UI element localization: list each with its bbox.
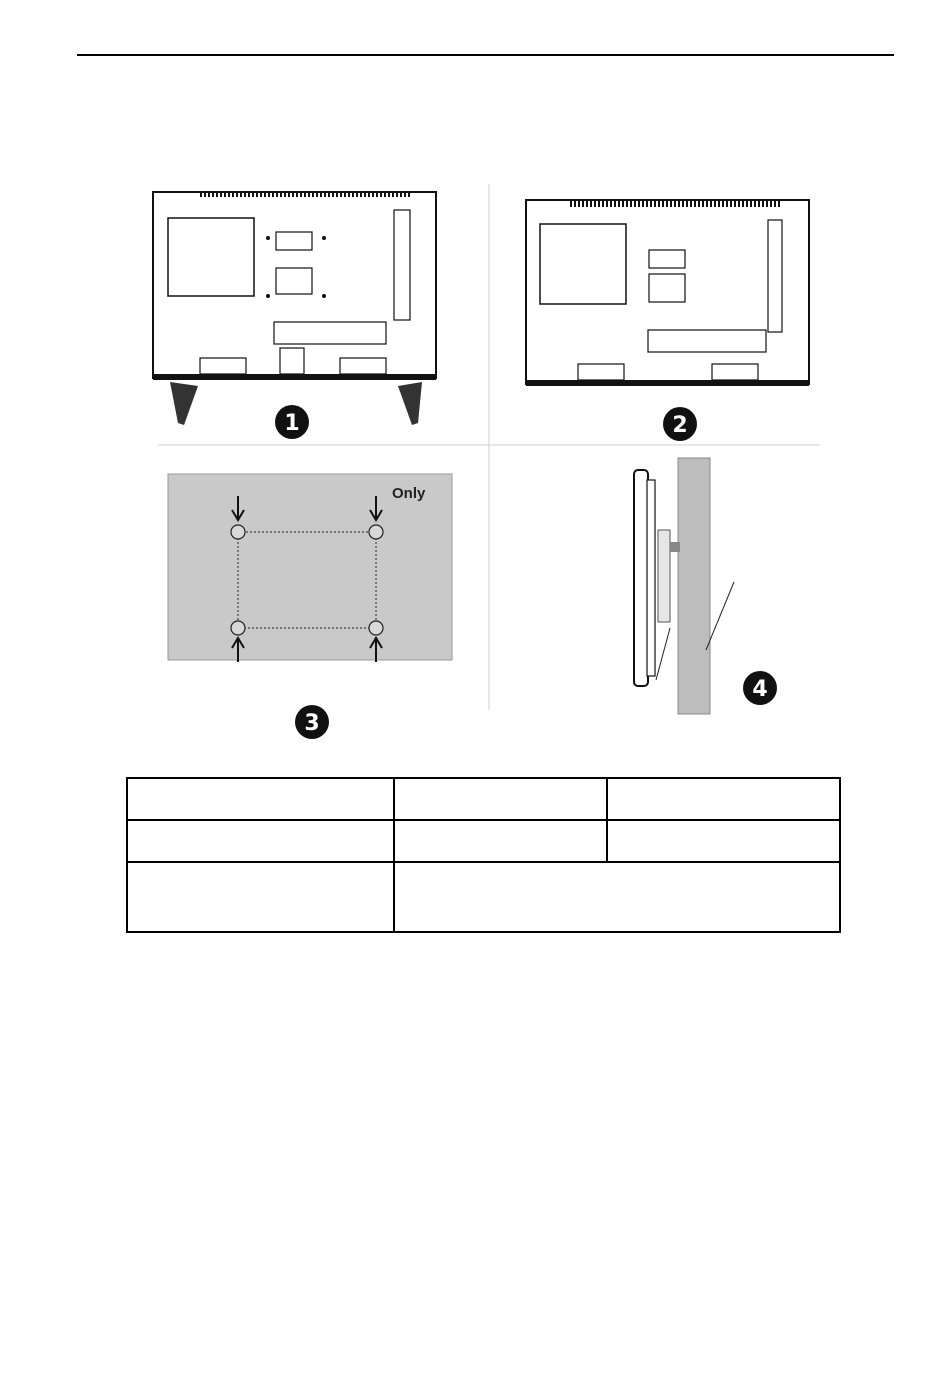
step-3-number: 3 — [304, 711, 320, 736]
step-1-number: 1 — [284, 411, 300, 436]
table-cell — [607, 820, 840, 862]
header-rule — [77, 54, 894, 56]
panel-3-vesa-holes — [168, 474, 452, 739]
table-cell — [127, 778, 394, 820]
table-cell — [607, 778, 840, 820]
step-2-number: 2 — [672, 413, 688, 438]
table-cell — [394, 862, 840, 932]
panel-2-tv-back — [526, 200, 809, 441]
panel-4-side-view-wall — [634, 458, 777, 714]
spec-table — [126, 777, 841, 933]
table-row — [127, 820, 840, 862]
wall-mount-figure — [140, 180, 840, 740]
table-cell — [127, 862, 394, 932]
table-cell — [127, 820, 394, 862]
table-cell — [394, 778, 607, 820]
table-cell — [394, 820, 607, 862]
panel-1-tv-back-with-stand — [153, 192, 436, 439]
panel-3-fragment-text: Only — [392, 485, 426, 502]
step-4-number: 4 — [752, 677, 768, 702]
table-row — [127, 862, 840, 932]
table-row — [127, 778, 840, 820]
wall — [678, 458, 710, 714]
installation-illustration — [140, 180, 840, 740]
